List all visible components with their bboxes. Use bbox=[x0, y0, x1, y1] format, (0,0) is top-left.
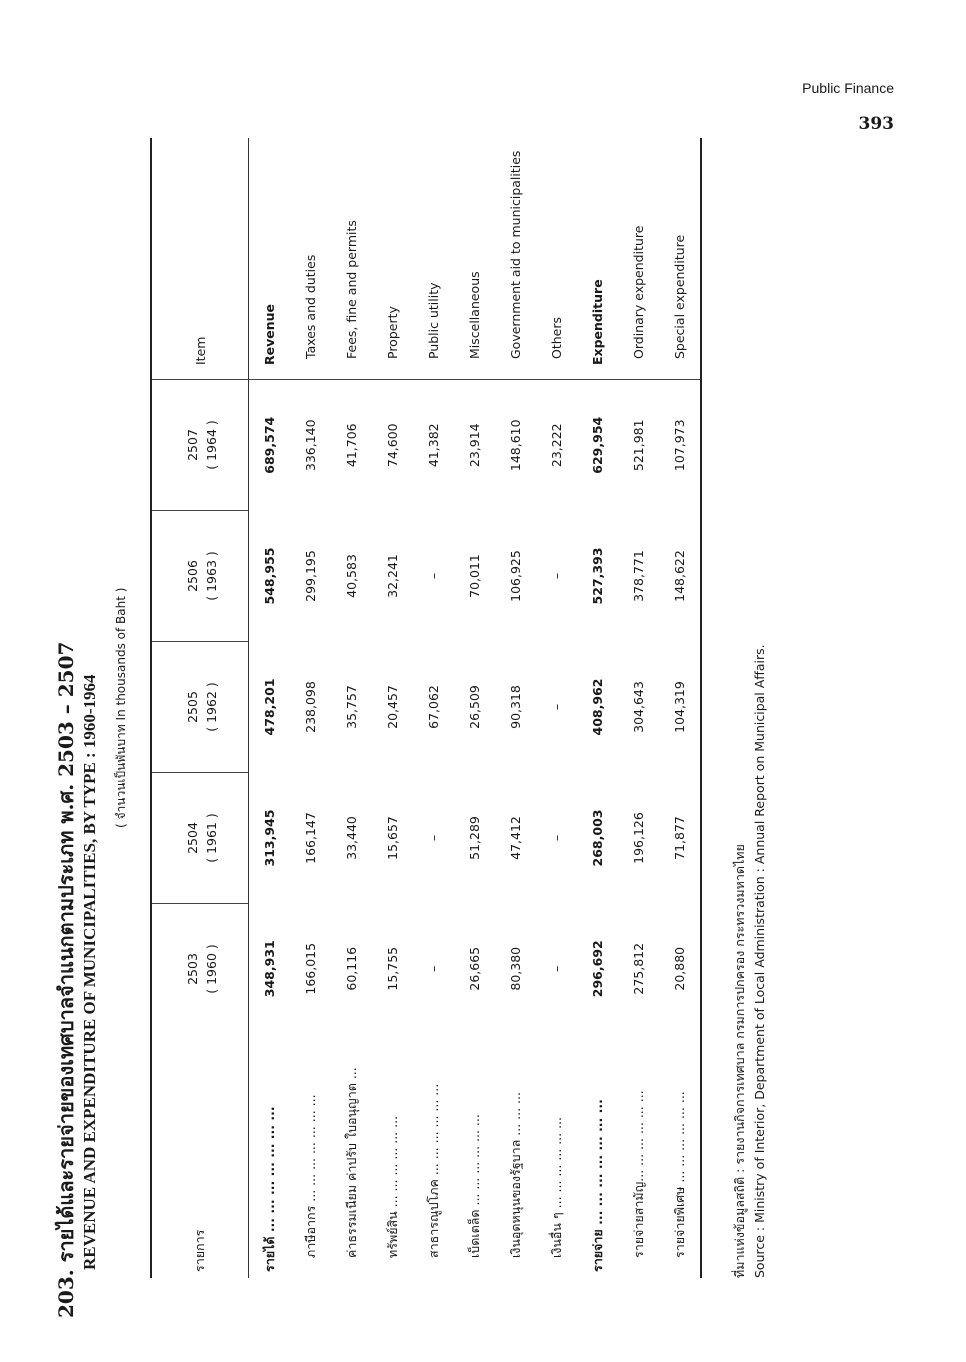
year-be: 2507 bbox=[184, 429, 200, 461]
cell-value: 166,015 bbox=[303, 942, 318, 995]
header-item: Item bbox=[151, 138, 249, 380]
title-thai: 203. รายได้และรายจ่ายของเทศบาลจำแนกตามประเภท พ.ศ. 2503 – 2507 bbox=[54, 641, 78, 1318]
header-row bbox=[151, 138, 249, 1278]
cell-value: 629,954 bbox=[590, 416, 605, 474]
table-row bbox=[495, 138, 536, 1278]
cell-value: – bbox=[426, 572, 441, 580]
cell-value: 548,955 bbox=[262, 547, 277, 605]
row-label-english: Special expenditure bbox=[659, 138, 701, 380]
cell-value: 32,241 bbox=[385, 554, 400, 598]
cell-value: 336,140 bbox=[303, 419, 318, 472]
table-row bbox=[659, 138, 701, 1278]
cell-value: 74,600 bbox=[385, 423, 400, 468]
table-row bbox=[413, 138, 454, 1278]
header-year-2507 bbox=[151, 380, 249, 511]
data-table bbox=[150, 138, 702, 1278]
cell-value: 275,812 bbox=[631, 942, 646, 995]
year-ad: ( 1963 ) bbox=[203, 551, 219, 601]
cell-value: 20,457 bbox=[385, 685, 400, 729]
cell-value: 238,098 bbox=[303, 681, 318, 733]
table-row bbox=[454, 138, 495, 1278]
year-ad: ( 1964 ) bbox=[203, 420, 219, 470]
table-row bbox=[249, 138, 291, 1278]
header-year-2505 bbox=[151, 642, 249, 773]
cell-value: 296,692 bbox=[590, 940, 605, 998]
year-ad: ( 1962 ) bbox=[203, 682, 219, 732]
cell-value: 304,643 bbox=[631, 681, 646, 733]
cell-value: 40,583 bbox=[344, 554, 359, 598]
source-thai: ที่มาแห่งข้อมูลสถิติ : รายงานกิจการเทศบาล กรมการปกครอง กระทรวงมหาดไทย bbox=[732, 844, 747, 1278]
cell-value: 348,931 bbox=[262, 940, 277, 998]
page-header bbox=[802, 80, 894, 134]
cell-value: 106,925 bbox=[508, 550, 523, 602]
table-body bbox=[249, 138, 702, 1278]
cell-value: 521,981 bbox=[631, 419, 646, 472]
cell-value: 70,011 bbox=[467, 554, 482, 598]
cell-value: 26,509 bbox=[467, 685, 482, 729]
cell-value: 268,003 bbox=[590, 809, 605, 867]
cell-value: 60,116 bbox=[344, 946, 359, 991]
row-label-english: Ordinary expenditure bbox=[618, 138, 659, 380]
row-label-thai: รายจ่ายสามัญ... ... ... ... ... ... bbox=[630, 1090, 646, 1258]
row-label-thai: เงินอุดหนุนของรัฐบาล ... ... ... bbox=[507, 1092, 523, 1258]
cell-value: 20,880 bbox=[672, 946, 687, 991]
row-label-thai: รายได้ ... ... ... ... ... ... ... bbox=[261, 1106, 277, 1272]
cell-value: 166,147 bbox=[303, 812, 318, 864]
row-label-english: Taxes and duties bbox=[290, 138, 331, 380]
row-label-english: Public utility bbox=[413, 138, 454, 380]
year-be: 2504 bbox=[184, 822, 200, 854]
table-row bbox=[618, 138, 659, 1278]
cell-value: 408,962 bbox=[590, 678, 605, 736]
rotated-table-page bbox=[50, 138, 770, 1318]
cell-value: 41,382 bbox=[426, 423, 441, 468]
header-year-2504 bbox=[151, 773, 249, 904]
table-row bbox=[536, 138, 577, 1278]
cell-value: 527,393 bbox=[590, 547, 605, 605]
table-row bbox=[290, 138, 331, 1278]
cell-value: 26,665 bbox=[467, 946, 482, 991]
cell-value: 378,771 bbox=[631, 550, 646, 602]
cell-value: 104,319 bbox=[672, 681, 687, 733]
cell-value: 33,440 bbox=[344, 816, 359, 860]
cell-value: 23,222 bbox=[549, 423, 564, 468]
cell-value: 41,706 bbox=[344, 423, 359, 468]
cell-value: – bbox=[549, 703, 564, 711]
table-row bbox=[372, 138, 413, 1278]
row-label-english: Others bbox=[536, 138, 577, 380]
row-label-english: Government aid to municipalities bbox=[495, 138, 536, 380]
cell-value: 47,412 bbox=[508, 816, 523, 860]
header-year-2506 bbox=[151, 511, 249, 642]
row-label-english: Expenditure bbox=[577, 138, 618, 380]
row-label-thai: เบ็ดเตล็ด ... ... ... ... ... ... bbox=[466, 1114, 482, 1258]
cell-value: 67,062 bbox=[426, 685, 441, 729]
cell-value: 313,945 bbox=[262, 809, 277, 867]
row-label-thai: ภาษีอากร ... ... ... ... ... ... ... bbox=[302, 1094, 318, 1258]
source-english: Source : Ministry of Interior, Department of Local Administration : Annual Report on Municipal Affairs. bbox=[752, 644, 767, 1278]
row-label-thai: ทรัพย์สิน ... ... ... ... ... ... bbox=[384, 1115, 400, 1258]
table-row bbox=[577, 138, 618, 1278]
cell-value: 478,201 bbox=[262, 678, 277, 736]
row-label-thai: ค่าธรรมเนียม ค่าปรับ ใบอนุญาต ... bbox=[343, 1067, 359, 1258]
cell-value: 148,610 bbox=[508, 419, 523, 472]
cell-value: 23,914 bbox=[467, 423, 482, 468]
year-be: 2506 bbox=[184, 560, 200, 592]
cell-value: 71,877 bbox=[672, 816, 687, 860]
cell-value: 15,657 bbox=[385, 816, 400, 860]
cell-value: – bbox=[549, 834, 564, 842]
row-label-english: Fees, fine and permits bbox=[331, 138, 372, 380]
row-label-thai: เงินอื่น ๆ ... ... ... ... ... ... bbox=[548, 1116, 564, 1258]
title-english: REVENUE AND EXPENDITURE OF MUNICIPALITIES, BY TYPE : 1960-1964 bbox=[80, 674, 99, 1270]
year-be: 2505 bbox=[184, 691, 200, 723]
cell-value: – bbox=[426, 965, 441, 972]
cell-value: 299,195 bbox=[303, 550, 318, 602]
row-label-english: Property bbox=[372, 138, 413, 380]
year-be: 2503 bbox=[184, 953, 200, 985]
cell-value: – bbox=[549, 965, 564, 972]
year-ad: ( 1961 ) bbox=[203, 813, 219, 863]
row-label-english: Miscellaneous bbox=[454, 138, 495, 380]
cell-value: 51,289 bbox=[467, 816, 482, 860]
year-ad: ( 1960 ) bbox=[203, 944, 219, 994]
cell-value: 148,622 bbox=[672, 550, 687, 602]
cell-value: 80,380 bbox=[508, 946, 523, 991]
header-thai-item: รายการ bbox=[151, 1034, 249, 1278]
source-note bbox=[730, 644, 770, 1278]
cell-value: – bbox=[549, 572, 564, 580]
header-year-2503 bbox=[151, 904, 249, 1035]
title-block bbox=[50, 138, 160, 1318]
cell-value: 689,574 bbox=[262, 416, 277, 474]
row-label-english: Revenue bbox=[249, 138, 291, 380]
cell-value: 15,755 bbox=[385, 946, 400, 991]
row-label-thai: รายจ่าย ... ... ... ... ... ... ... bbox=[589, 1099, 605, 1272]
unit-note: ( จำนวนเป็นพันบาท In thousands of Baht ) bbox=[114, 587, 128, 828]
cell-value: 35,757 bbox=[344, 685, 359, 729]
section-title: Public Finance bbox=[802, 80, 894, 96]
cell-value: 107,973 bbox=[672, 419, 687, 472]
row-label-thai: สาธารณูปโภค ... ... ... ... ... ... bbox=[425, 1083, 441, 1258]
table-row bbox=[331, 138, 372, 1278]
cell-value: 196,126 bbox=[631, 812, 646, 864]
cell-value: – bbox=[426, 834, 441, 842]
cell-value: 90,318 bbox=[508, 685, 523, 729]
page-number: 393 bbox=[858, 114, 894, 134]
row-label-thai: รายจ่ายพิเศษ ... ... ... ... ... ... bbox=[671, 1091, 687, 1258]
